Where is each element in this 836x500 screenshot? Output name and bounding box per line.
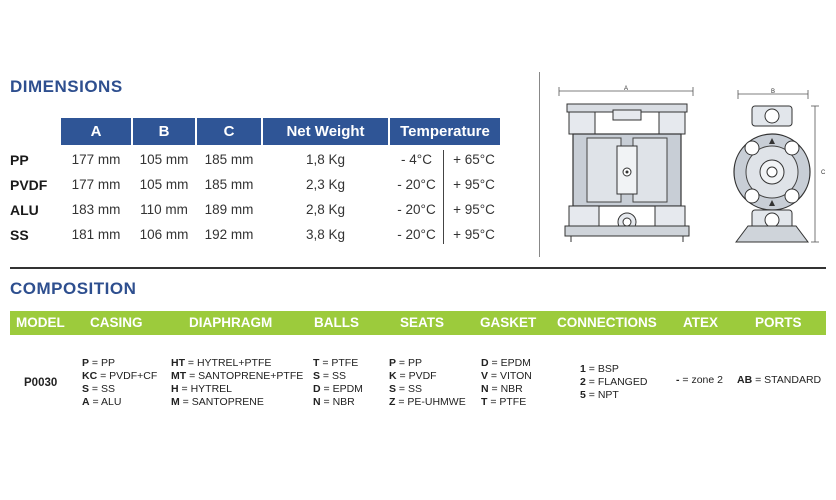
- dim-cell-c: 189 mm: [204, 202, 254, 217]
- dim-cell-a: 177 mm: [71, 152, 121, 167]
- option-item: S = SS: [82, 383, 115, 395]
- dim-cell-a: 183 mm: [71, 202, 121, 217]
- option-item: P = PP: [82, 357, 115, 369]
- option-item: M = SANTOPRENE: [171, 396, 264, 408]
- dimension-b-label: B: [770, 89, 776, 95]
- dim-cell-tmax: + 65°C: [453, 152, 495, 167]
- dim-cell-b: 110 mm: [140, 202, 188, 217]
- composition-title: COMPOSITION: [10, 279, 137, 298]
- comp-header-seats: SEATS: [400, 315, 445, 330]
- dim-cell-tmin: - 4°C: [401, 152, 432, 167]
- option-item: 2 = FLANGED: [580, 376, 648, 388]
- option-item: - = zone 2: [676, 374, 723, 386]
- dim-cell-tmax: + 95°C: [453, 177, 495, 192]
- dim-row-label-ss: SS: [10, 227, 29, 243]
- diaphragm-options: [171, 357, 303, 409]
- dim-header-a: A: [61, 118, 131, 145]
- comp-header-gasket: GASKET: [480, 315, 537, 330]
- option-item: A = ALU: [82, 396, 122, 408]
- model-code: P0030: [24, 377, 58, 389]
- dim-cell-weight: 2,8 Kg: [305, 202, 346, 217]
- option-item: D = EPDM: [481, 357, 531, 369]
- dim-cell-tmin: - 20°C: [397, 177, 436, 192]
- seats-options: [389, 357, 466, 409]
- comp-header-model: MODEL: [16, 315, 65, 330]
- gasket-options: [481, 357, 532, 409]
- balls-options: [313, 357, 363, 409]
- dimension-a-label: A: [623, 86, 629, 92]
- dim-cell-a: 177 mm: [71, 177, 121, 192]
- section-divider: [10, 267, 826, 269]
- atex-options: [676, 374, 723, 387]
- dim-cell-tmin: - 20°C: [397, 202, 436, 217]
- dim-cell-tmax: + 95°C: [453, 227, 495, 242]
- option-item: 1 = BSP: [580, 363, 619, 375]
- option-item: S = SS: [313, 370, 346, 382]
- dim-header-b: B: [133, 118, 195, 145]
- option-item: HT = HYTREL+PTFE: [171, 357, 272, 369]
- comp-header-balls: BALLS: [314, 315, 359, 330]
- option-item: KC = PVDF+CF: [82, 370, 158, 382]
- option-item: T = PTFE: [481, 396, 527, 408]
- option-item: N = NBR: [313, 396, 355, 408]
- option-item: D = EPDM: [313, 383, 363, 395]
- comp-header-atex: ATEX: [683, 315, 719, 330]
- dim-header-temperature: Temperature: [390, 118, 500, 145]
- comp-header-connections: CONNECTIONS: [557, 315, 657, 330]
- pump-side-view-drawing: [718, 86, 828, 256]
- connections-options: [580, 363, 647, 402]
- option-item: AB = STANDARD: [737, 374, 822, 386]
- dim-cell-weight: 2,3 Kg: [305, 177, 346, 192]
- dim-cell-weight: 1,8 Kg: [305, 152, 346, 167]
- dim-row-label-pp: PP: [10, 152, 29, 168]
- temperature-divider: [443, 150, 444, 244]
- ports-options: [737, 374, 821, 387]
- comp-header-diaphragm: DIAPHRAGM: [189, 315, 273, 330]
- dim-cell-weight: 3,8 Kg: [305, 227, 346, 242]
- option-item: N = NBR: [481, 383, 523, 395]
- comp-header-ports: PORTS: [755, 315, 802, 330]
- option-item: T = PTFE: [313, 357, 359, 369]
- option-item: MT = SANTOPRENE+PTFE: [171, 370, 304, 382]
- option-item: P = PP: [389, 357, 422, 369]
- option-item: H = HYTREL: [171, 383, 232, 395]
- dim-cell-b: 105 mm: [139, 152, 189, 167]
- option-item: K = PVDF: [389, 370, 437, 382]
- dim-cell-a: 181 mm: [71, 227, 121, 242]
- dimensions-title: DIMENSIONS: [10, 77, 123, 96]
- dim-cell-b: 106 mm: [139, 227, 189, 242]
- option-item: V = VITON: [481, 370, 532, 382]
- dim-cell-c: 185 mm: [204, 152, 254, 167]
- comp-header-casing: CASING: [90, 315, 143, 330]
- dim-row-label-pvdf: PVDF: [10, 177, 48, 193]
- dim-header-net-weight: Net Weight: [263, 118, 388, 145]
- dim-header-c: C: [197, 118, 261, 145]
- vertical-divider: [539, 72, 540, 257]
- option-item: Z = PE-UHMWE: [389, 396, 466, 408]
- option-item: S = SS: [389, 383, 422, 395]
- dimension-c-label: C: [821, 170, 826, 176]
- dim-cell-c: 185 mm: [204, 177, 254, 192]
- pump-front-view-drawing: [553, 82, 703, 250]
- dim-cell-tmax: + 95°C: [453, 202, 495, 217]
- option-item: 5 = NPT: [580, 389, 619, 401]
- dim-row-label-alu: ALU: [10, 202, 39, 218]
- dim-cell-tmin: - 20°C: [397, 227, 436, 242]
- casing-options: [82, 357, 157, 409]
- dim-cell-c: 192 mm: [204, 227, 254, 242]
- dim-cell-b: 105 mm: [139, 177, 189, 192]
